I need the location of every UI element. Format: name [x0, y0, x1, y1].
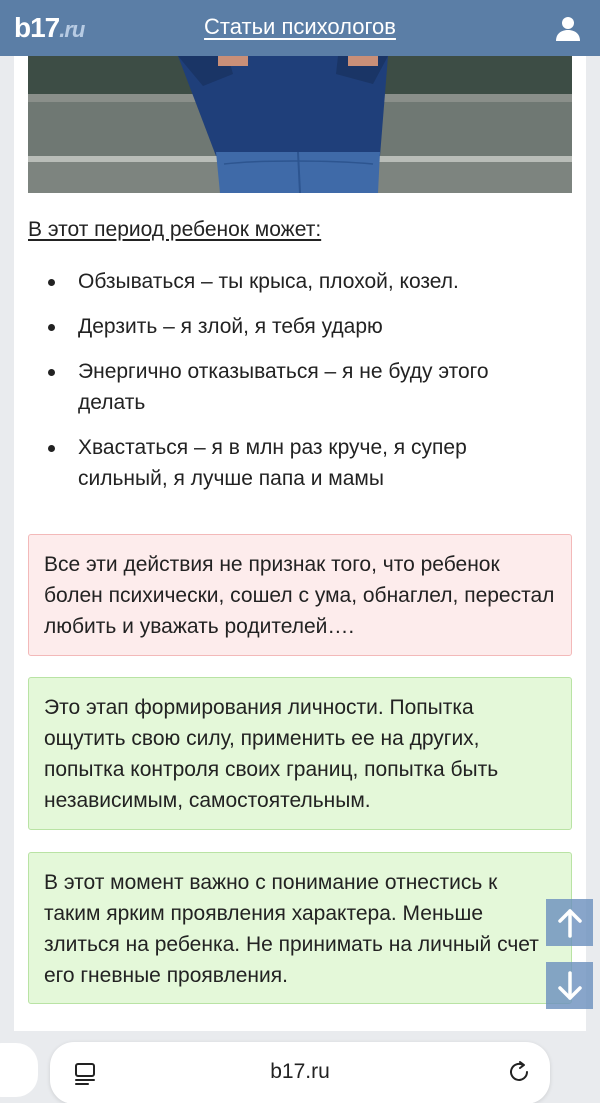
article-hero-image [28, 56, 572, 193]
previous-tab[interactable] [0, 1043, 38, 1097]
logo-main: b17 [14, 12, 60, 43]
warning-callout: Все эти действия не признак того, что ребенок болен психически, сошел с ума, обнаглел, перестал любить и уважать родителей…. [28, 534, 572, 656]
list-item: Энергично отказываться – я не буду этого делать [28, 356, 548, 418]
article-card [14, 56, 586, 1031]
list-item: Обзываться – ты крыса, плохой, козел. [28, 266, 548, 297]
list-item: Дерзить – я злой, я тебя ударю [28, 311, 548, 342]
url-text: b17.ru [270, 1060, 330, 1083]
site-header [0, 0, 600, 56]
header-title-link[interactable]: Статьи психологов [204, 14, 396, 39]
arrow-up-icon [556, 908, 584, 938]
address-bar[interactable] [50, 1042, 550, 1103]
behavior-list [28, 266, 548, 508]
info-callout: Это этап формирования личности. Попытка ощутить свою силу, применить ее на других, попытка контроля своих границ, попытка быть независимым, самостоятельным. [28, 677, 572, 830]
reload-icon[interactable] [506, 1059, 532, 1085]
article-subheading: В этот период ребенок может: [28, 218, 322, 241]
scroll-down-button[interactable] [546, 962, 593, 1009]
advice-callout: В этот момент важно с понимание отнестись к таким ярким проявления характера. Меньше злиться на ребенка. Не принимать на личный счет его гневные проявления. [28, 852, 572, 1004]
user-icon[interactable] [554, 14, 582, 42]
logo-suffix: .ru [59, 17, 85, 42]
scroll-up-button[interactable] [546, 899, 593, 946]
list-item: Хвастаться – я в млн раз круче, я супер сильный, я лучше папа и мамы [28, 432, 548, 494]
arrow-down-icon [556, 971, 584, 1001]
browser-toolbar [0, 1031, 600, 1103]
